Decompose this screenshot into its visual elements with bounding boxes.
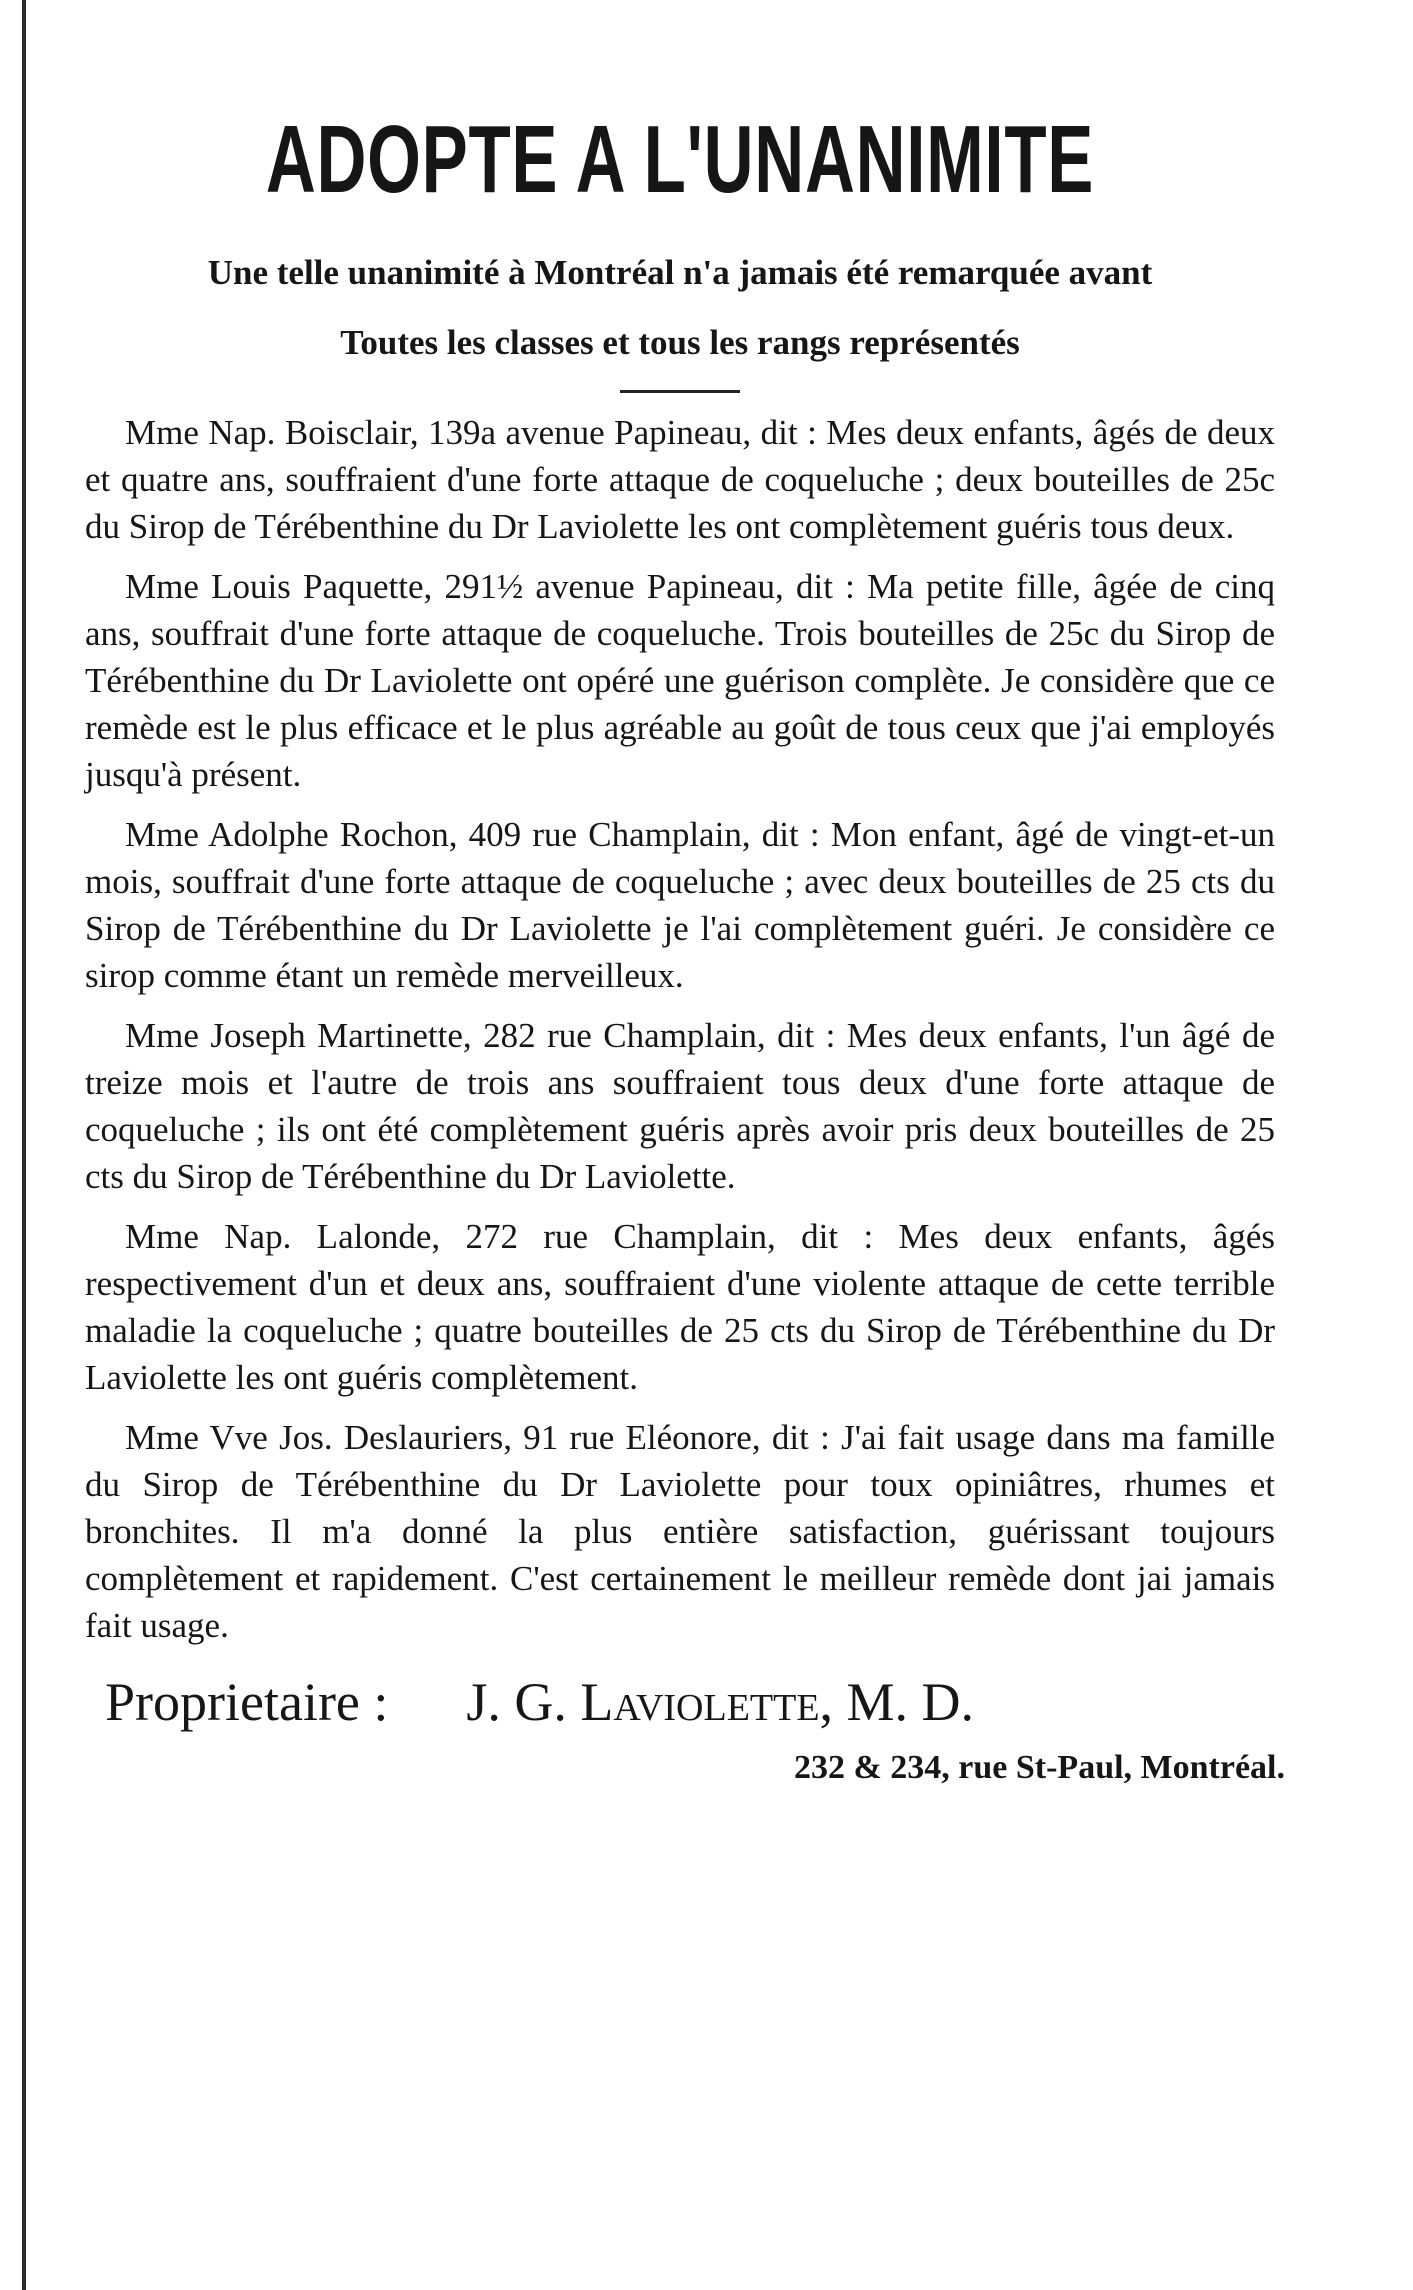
address: 232 & 234, rue St-Paul, Montréal.: [793, 1749, 1285, 1786]
divider: [620, 390, 740, 393]
testimonial-deslauriers: Mme Vve Jos. Deslauriers, 91 rue Eléonore, dit : J'ai fait usage dans ma famille du Sirop de Térébenthine du Dr Laviolette pour toux opiniâtres, rhumes et bronchites. Il m'a donné la plus entière satisfaction, guérissant toujours complètement et rapidement. C'est certainement le meilleur remède dont jai jamais fait usage.: [85, 1418, 1275, 1645]
testimonial-martinette: Mme Joseph Martinette, 282 rue Champlain, dit : Mes deux enfants, l'un âgé de treize mois et l'autre de trois ans souffraient tous deux d'une forte attaque de coqueluche ; ils ont été complètement guéris après avoir pris deux bouteilles de 25 cts du Sirop de Térébenthine du Dr Laviolette.: [85, 1016, 1275, 1196]
testimonial-rochon: Mme Adolphe Rochon, 409 rue Champlain, dit : Mon enfant, âgé de vingt-et-un mois, souffrait d'une forte attaque de coqueluche ; avec deux bouteilles de 25 cts du Sirop de Térébenthine du Dr Laviolette je l'ai complètement guéri. Je considère ce sirop comme étant un remède merveilleux.: [85, 815, 1275, 995]
subheadline: Une telle unanimité à Montréal n'a jamais été remarquée avant: [207, 253, 1153, 292]
proprietor-line: [105, 1671, 1275, 1733]
testimonial-paquette: Mme Louis Paquette, 291½ avenue Papineau, dit : Ma petite fille, âgée de cinq ans, souffrait d'une forte attaque de coqueluche. Trois bouteilles de 25c du Sirop de Térébenthine du Dr Laviolette ont opéré une guérison complète. Je considère que ce remède est le plus efficace et le plus agréable au goût de tous ceux que j'ai employés jusqu'à présent.: [85, 567, 1275, 794]
subheadline-classes: Toutes les classes et tous les rangs représentés: [340, 323, 1020, 362]
testimonial-lalonde: Mme Nap. Lalonde, 272 rue Champlain, dit : Mes deux enfants, âgés respectivement d'un et deux ans, souffraient d'une violente attaque de cette terrible maladie la coqueluche ; quatre bouteilles de 25 cts du Sirop de Térébenthine du Dr Laviolette les ont guéris complètement.: [85, 1217, 1275, 1397]
headline: ADOPTE A L'UNANIMITE: [265, 106, 1095, 213]
left-border-rule: [22, 0, 26, 2290]
advertisement-page: [85, 106, 1285, 1787]
proprietor-name: J. G. Laviolette, M. D.: [466, 1672, 975, 1732]
testimonial-boisclair: Mme Nap. Boisclair, 139a avenue Papineau, dit : Mes deux enfants, âgés de deux et quatre ans, souffraient d'une forte attaque de coqueluche ; deux bouteilles de 25c du Sirop de Térébenthine du Dr Laviolette les ont complètement guéris tous deux.: [85, 413, 1275, 546]
proprietor-label: Proprietaire :: [105, 1672, 389, 1732]
